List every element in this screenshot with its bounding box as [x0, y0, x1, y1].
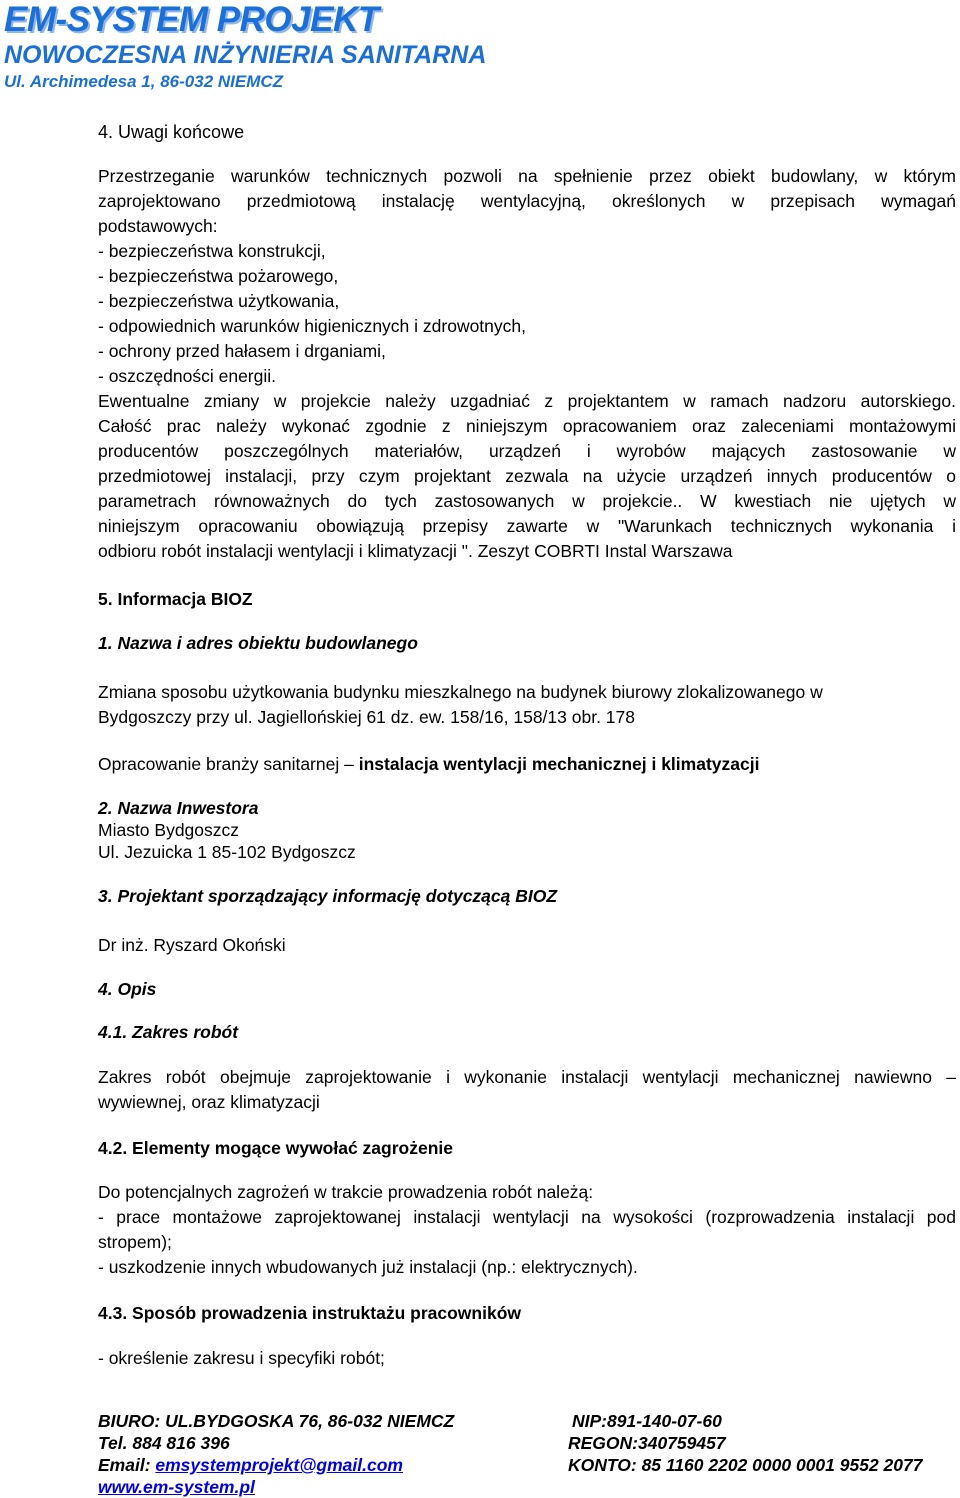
list-item: - bezpieczeństwa konstrukcji,	[98, 241, 326, 261]
list-item: - ochrony przed hałasem i drganiami,	[98, 341, 386, 361]
list-item: - oszczędności energii.	[98, 366, 276, 386]
investor-address: Ul. Jezuicka 1 85-102 Bydgoszcz	[98, 842, 356, 862]
bioz-s4-title: 4. Opis	[98, 979, 157, 999]
branch-scope: instalacja wentylacji mechanicznej i klimatyzacji	[358, 754, 760, 774]
list-item: - bezpieczeństwa pożarowego,	[98, 266, 339, 286]
bioz-s1-title: 1. Nazwa i adres obiektu budowlanego	[98, 633, 418, 653]
para-line-1: Ewentualne zmiany w projekcie należy uzgadniać z projektantem w ramach nadzoru autorskiego.	[98, 391, 956, 411]
bioz-s1-line-2: Bydgoszczy przy ul. Jagiellońskiej 61 dz. ew. 158/16, 158/13 obr. 178	[98, 707, 635, 727]
hazard-line-3: stropem);	[98, 1232, 172, 1252]
para-line-7: odbioru robót instalacji wentylacji i klimatyzacji ". Zeszyt COBRTI Instal Warszawa	[98, 541, 733, 561]
hazard-line-2: - prace montażowe zaprojektowanej instalacji wentylacji na wysokości (rozprowadzenia instalacji pod	[98, 1207, 956, 1227]
branch-line	[98, 752, 759, 777]
footer-bank-account: KONTO: 85 1160 2202 0000 0001 9552 2077	[568, 1455, 923, 1475]
list-item: - odpowiednich warunków higienicznych i zdrowotnych,	[98, 316, 526, 336]
investor-name: Miasto Bydgoszcz	[98, 820, 240, 840]
bioz-s42-title: 4.2. Elementy mogące wywołać zagrożenie	[98, 1138, 453, 1158]
bioz-s1-line-1: Zmiana sposobu użytkowania budynku mieszkalnego na budynek biurowy zlokalizowanego w	[98, 682, 823, 702]
bioz-s2-title: 2. Nazwa Inwestora	[98, 798, 259, 818]
company-address: Ul. Archimedesa 1, 86-032 NIEMCZ	[4, 72, 284, 91]
bioz-s41-title: 4.1. Zakres robót	[98, 1022, 239, 1042]
footer-phone: Tel. 884 816 396	[98, 1433, 230, 1453]
section4-title: 4. Uwagi końcowe	[98, 122, 245, 142]
branch-prefix: Opracowanie branży sanitarnej –	[98, 754, 359, 774]
footer-email-label: Email:	[98, 1455, 156, 1475]
footer-website-line	[98, 1476, 255, 1498]
designer-name: Dr inż. Ryszard Okoński	[98, 935, 286, 955]
hazard-line-1: Do potencjalnych zagrożeń w trakcie prowadzenia robót należą:	[98, 1182, 594, 1202]
company-logo-text: EM-SYSTEM PROJEKT	[4, 0, 379, 39]
para-line-6: niniejszym opracowaniu obowiązują przepisy zawarte w "Warunkach technicznych wykonania i	[98, 516, 956, 536]
para-line-5: parametrach równoważnych do tych zastosowanych w projekcie.. W kwestiach nie ujętych w	[98, 491, 956, 511]
section5-title: 5. Informacja BIOZ	[98, 589, 253, 609]
hazard-line-4: - uszkodzenie innych wbudowanych już instalacji (np.: elektrycznych).	[98, 1257, 638, 1277]
scope-line-2: wywiewnej, oraz klimatyzacji	[98, 1092, 320, 1112]
company-subtitle: NOWOCZESNA INŻYNIERIA SANITARNA	[4, 41, 487, 69]
scope-line-1: Zakres robót obejmuje zaprojektowanie i wykonanie instalacji wentylacji mechanicznej nawiewno –	[98, 1067, 956, 1087]
bioz-s43-title: 4.3. Sposób prowadzenia instruktażu pracowników	[98, 1303, 521, 1323]
intro-line-3: podstawowych:	[98, 216, 218, 236]
para-line-4: przedmiotowej instalacji, przy czym projektant zezwala na użycie urządzeń innych producentów o	[98, 466, 956, 486]
intro-line-2: zaprojektowano przedmiotową instalację wentylacyjną, określonych w przepisach wymagań	[98, 191, 956, 211]
footer-regon: REGON:340759457	[568, 1433, 726, 1453]
bioz-s3-title: 3. Projektant sporządzający informację dotyczącą BIOZ	[98, 886, 558, 906]
list-item: - bezpieczeństwa użytkowania,	[98, 291, 340, 311]
para-line-2: Całość prac należy wykonać zgodnie z niniejszym opracowaniem oraz zaleceniami montażowymi	[98, 416, 956, 436]
training-line-1: - określenie zakresu i specyfiki robót;	[98, 1348, 385, 1368]
footer-office: BIURO: UL.BYDGOSKA 76, 86-032 NIEMCZ	[98, 1411, 455, 1431]
footer-website-link[interactable]: www.em-system.pl	[98, 1477, 255, 1497]
footer-email-link[interactable]: emsystemprojekt@gmail.com	[155, 1455, 403, 1475]
footer-nip: NIP:891-140-07-60	[572, 1411, 722, 1431]
footer-email-line	[98, 1454, 403, 1476]
para-line-3: producentów poszczególnych materiałów, urządzeń i wyrobów mających zastosowanie w	[98, 441, 956, 461]
intro-line-1: Przestrzeganie warunków technicznych pozwoli na spełnienie przez obiekt budowlany, w którym	[98, 166, 956, 186]
